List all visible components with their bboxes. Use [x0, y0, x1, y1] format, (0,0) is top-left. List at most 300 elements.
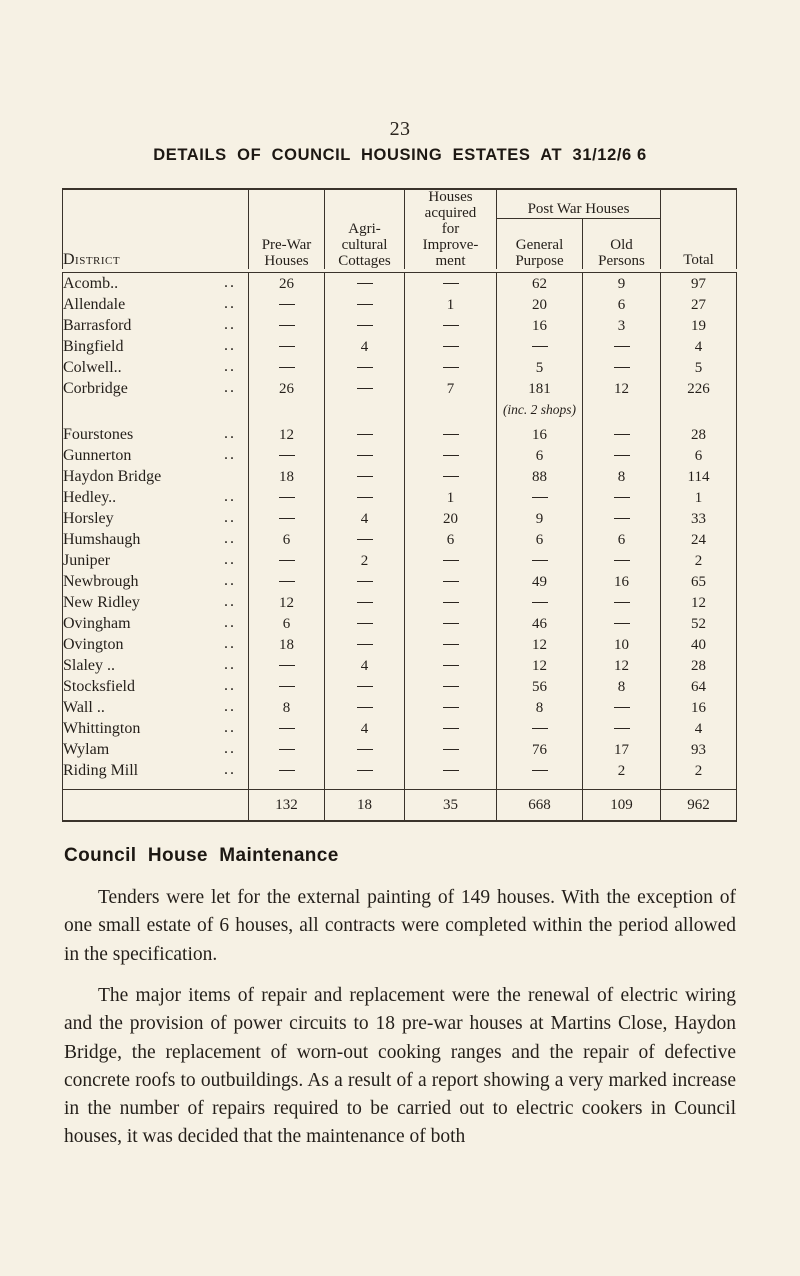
- empty-dash: [443, 623, 459, 624]
- empty-dash: [357, 581, 373, 582]
- cell-district: [63, 529, 249, 550]
- empty-dash: [614, 455, 630, 456]
- cell-old-persons: [583, 718, 661, 739]
- header-line: acquired: [424, 204, 477, 221]
- cell-pre-war: [249, 445, 325, 466]
- cell-acquired: [405, 571, 497, 592]
- cell-acquired: [405, 634, 497, 655]
- cell-agricultural: [325, 378, 405, 399]
- cell-district: [63, 466, 249, 487]
- empty-dash: [279, 518, 295, 519]
- empty-dash: [614, 518, 630, 519]
- cell-old-persons: 8: [583, 466, 661, 487]
- empty-dash: [357, 283, 373, 284]
- annotation-filler-cell: [661, 399, 737, 418]
- cell-old-persons: 2: [583, 760, 661, 781]
- cell-agricultural: 2: [325, 550, 405, 571]
- cell-district: [63, 315, 249, 336]
- cell-district: [63, 571, 249, 592]
- cell-old-persons: [583, 424, 661, 445]
- cell-acquired: [405, 445, 497, 466]
- dot-leader: ..: [224, 760, 236, 778]
- empty-dash: [357, 497, 373, 498]
- district-name: Juniper: [63, 551, 111, 569]
- page-number: 23: [389, 118, 411, 140]
- district-name: Allendale: [63, 295, 126, 313]
- cell-district: [63, 445, 249, 466]
- cell-total: 24: [661, 529, 737, 550]
- cell-agricultural: [325, 613, 405, 634]
- annotation-cell: [497, 399, 583, 418]
- cell-acquired: 1: [405, 487, 497, 508]
- cell-district: [63, 613, 249, 634]
- header-line: Pre-War: [261, 236, 312, 253]
- cell-total: 12: [661, 592, 737, 613]
- empty-dash: [279, 325, 295, 326]
- table-row: [63, 424, 737, 445]
- empty-dash: [279, 455, 295, 456]
- cell-old-persons: [583, 508, 661, 529]
- empty-dash: [532, 346, 548, 347]
- column-header-general-purpose: [497, 218, 583, 269]
- cell-total: 1: [661, 487, 737, 508]
- cell-agricultural: 4: [325, 508, 405, 529]
- empty-dash: [614, 560, 630, 561]
- empty-dash: [279, 560, 295, 561]
- cell-acquired: 7: [405, 378, 497, 399]
- cell-district: [63, 718, 249, 739]
- cell-agricultural: [325, 739, 405, 760]
- totals-separator-cell: [325, 781, 405, 790]
- cell-pre-war: 26: [249, 378, 325, 399]
- dot-leader: ..: [224, 424, 236, 442]
- district-name: Hedley..: [63, 488, 117, 506]
- empty-dash: [614, 623, 630, 624]
- dot-leader: ..: [224, 655, 236, 673]
- cell-pre-war: 6: [249, 613, 325, 634]
- cell-agricultural: [325, 315, 405, 336]
- table-row: [63, 571, 737, 592]
- cell-general-purpose: 62: [497, 273, 583, 295]
- cell-general-purpose: 5: [497, 357, 583, 378]
- cell-old-persons: [583, 445, 661, 466]
- empty-dash: [279, 581, 295, 582]
- table-row: [63, 739, 737, 760]
- housing-estates-table-wrap: [62, 188, 736, 822]
- empty-dash: [443, 644, 459, 645]
- cell-old-persons: [583, 613, 661, 634]
- cell-acquired: [405, 315, 497, 336]
- cell-pre-war: [249, 550, 325, 571]
- cell-district: [63, 424, 249, 445]
- cell-pre-war: 12: [249, 592, 325, 613]
- dot-leader: ..: [224, 445, 236, 463]
- header-row-group: [63, 189, 737, 218]
- cell-district: [63, 739, 249, 760]
- cell-agricultural: 4: [325, 718, 405, 739]
- cell-general-purpose: 6: [497, 529, 583, 550]
- empty-dash: [532, 770, 548, 771]
- cell-district: [63, 294, 249, 315]
- cell-general-purpose: 46: [497, 613, 583, 634]
- empty-dash: [443, 581, 459, 582]
- empty-dash: [357, 455, 373, 456]
- empty-dash: [614, 497, 630, 498]
- cell-pre-war: [249, 487, 325, 508]
- dot-leader: ..: [224, 315, 236, 333]
- empty-dash: [279, 367, 295, 368]
- header-line: Old: [610, 236, 633, 253]
- district-name: Colwell..: [63, 358, 122, 376]
- dot-leader: ..: [224, 529, 236, 547]
- cell-total: 28: [661, 655, 737, 676]
- district-name: Acomb..: [63, 274, 119, 292]
- totals-separator-cell: [583, 781, 661, 790]
- empty-dash: [357, 602, 373, 603]
- table-row: [63, 466, 737, 487]
- cell-old-persons: 10: [583, 634, 661, 655]
- cell-district: [63, 357, 249, 378]
- cell-total: 5: [661, 357, 737, 378]
- cell-old-persons: 3: [583, 315, 661, 336]
- header-line: General: [515, 236, 564, 253]
- table-row: [63, 445, 737, 466]
- cell-general-purpose: 12: [497, 634, 583, 655]
- cell-pre-war: [249, 336, 325, 357]
- cell-pre-war: 18: [249, 634, 325, 655]
- district-name: Horsley: [63, 509, 114, 527]
- maintenance-paragraph-2-wrap: [64, 982, 736, 1166]
- district-name: Corbridge: [63, 379, 128, 397]
- dot-leader: ..: [224, 739, 236, 757]
- district-name: Wall ..: [63, 698, 105, 716]
- column-header-agricultural-cottages: [325, 189, 405, 269]
- dot-leader: ..: [224, 294, 236, 312]
- empty-dash: [443, 367, 459, 368]
- district-name: Fourstones: [63, 425, 134, 443]
- cell-acquired: [405, 760, 497, 781]
- dot-leader: ..: [224, 613, 236, 631]
- empty-dash: [443, 283, 459, 284]
- empty-dash: [614, 602, 630, 603]
- empty-dash: [357, 644, 373, 645]
- cell-old-persons: 6: [583, 529, 661, 550]
- totals-agricultural: 18: [325, 790, 405, 822]
- table-row: [63, 529, 737, 550]
- column-header-houses-acquired-for-improvement: [405, 189, 497, 269]
- column-header-total: Total: [661, 189, 737, 269]
- cell-total: 64: [661, 676, 737, 697]
- cell-old-persons: 6: [583, 294, 661, 315]
- cell-district: [63, 655, 249, 676]
- empty-dash: [279, 497, 295, 498]
- maintenance-paragraph-2: The major items of repair and replacement were the renewal of electric wiring and the provision of power circuits to 18 pre-war houses at Martins Close, Haydon Bridge, the replacement of worn-out cooking ranges and the repair of defective concrete roofs to outbuildings. As a result of a report showing a very marked increase in the number of repairs required to be carried out to electric cookers in Council houses, it was decided that the maintenance of both: [64, 985, 736, 1148]
- district-name: Gunnerton: [63, 446, 132, 464]
- empty-dash: [443, 346, 459, 347]
- cell-agricultural: [325, 760, 405, 781]
- table-foot: [63, 781, 737, 821]
- dot-leader: ..: [224, 487, 236, 505]
- empty-dash: [357, 707, 373, 708]
- cell-agricultural: [325, 294, 405, 315]
- cell-general-purpose: 181: [497, 378, 583, 399]
- dot-leader: ..: [224, 571, 236, 589]
- cell-pre-war: [249, 760, 325, 781]
- cell-pre-war: 8: [249, 697, 325, 718]
- cell-old-persons: 12: [583, 378, 661, 399]
- cell-district: [63, 550, 249, 571]
- annotation-filler-cell: [405, 399, 497, 418]
- cell-agricultural: [325, 424, 405, 445]
- header-line: Houses: [264, 252, 309, 269]
- table-head: [63, 189, 737, 273]
- header-line: Houses: [428, 189, 473, 205]
- header-line: Agri-: [348, 220, 381, 237]
- totals-acquired: 35: [405, 790, 497, 822]
- table-row: [63, 718, 737, 739]
- empty-dash: [279, 304, 295, 305]
- cell-agricultural: [325, 357, 405, 378]
- table-row: [63, 487, 737, 508]
- table-row: [63, 508, 737, 529]
- cell-district: [63, 378, 249, 399]
- table-row: [63, 592, 737, 613]
- totals-row: [63, 790, 737, 822]
- cell-district: [63, 508, 249, 529]
- empty-dash: [614, 346, 630, 347]
- empty-dash: [357, 304, 373, 305]
- cell-agricultural: 4: [325, 655, 405, 676]
- annotation-inc-2-shops: (inc. 2 shops): [502, 402, 577, 418]
- empty-dash: [357, 476, 373, 477]
- header-line: for: [441, 220, 460, 237]
- empty-dash: [443, 455, 459, 456]
- header-line: Improve-: [422, 236, 479, 253]
- section-heading-council-house-maintenance: Council House Maintenance: [64, 845, 339, 866]
- cell-acquired: [405, 697, 497, 718]
- totals-separator-cell: [249, 781, 325, 790]
- table-row: [63, 676, 737, 697]
- table-row: [63, 613, 737, 634]
- totals-general-purpose: 668: [497, 790, 583, 822]
- annotation-filler-cell: [249, 399, 325, 418]
- table-row: [63, 760, 737, 781]
- cell-acquired: [405, 336, 497, 357]
- annotation-filler-cell: [63, 399, 249, 418]
- district-name: Haydon Bridge: [63, 467, 162, 485]
- cell-total: 28: [661, 424, 737, 445]
- header-line: ment: [435, 252, 466, 269]
- maintenance-paragraph-1: Tenders were let for the external painting of 149 houses. With the exception of one small estate of 6 houses, all contracts were completed within the period allowed in the specification.: [64, 887, 736, 965]
- cell-old-persons: 8: [583, 676, 661, 697]
- cell-general-purpose: 16: [497, 315, 583, 336]
- cell-acquired: [405, 676, 497, 697]
- page-title: DETAILS OF COUNCIL HOUSING ESTATES AT 31/12/6 6: [153, 146, 647, 164]
- empty-dash: [279, 665, 295, 666]
- district-name: Barrasford: [63, 316, 132, 334]
- empty-dash: [279, 749, 295, 750]
- empty-dash: [614, 434, 630, 435]
- cell-acquired: [405, 357, 497, 378]
- cell-total: 52: [661, 613, 737, 634]
- cell-pre-war: [249, 357, 325, 378]
- empty-dash: [357, 749, 373, 750]
- cell-total: 65: [661, 571, 737, 592]
- cell-total: 16: [661, 697, 737, 718]
- totals-separator-row: [63, 781, 737, 790]
- empty-dash: [357, 623, 373, 624]
- cell-total: 97: [661, 273, 737, 295]
- empty-dash: [357, 686, 373, 687]
- cell-pre-war: [249, 718, 325, 739]
- cell-total: 114: [661, 466, 737, 487]
- empty-dash: [279, 686, 295, 687]
- empty-dash: [279, 728, 295, 729]
- table-row: [63, 634, 737, 655]
- empty-dash: [614, 367, 630, 368]
- dot-leader: ..: [224, 697, 236, 715]
- empty-dash: [357, 434, 373, 435]
- cell-total: 226: [661, 378, 737, 399]
- empty-dash: [443, 476, 459, 477]
- district-name: Stocksfield: [63, 677, 135, 695]
- cell-general-purpose: 6: [497, 445, 583, 466]
- district-name: Newbrough: [63, 572, 139, 590]
- table-row: [63, 357, 737, 378]
- annotation-filler-cell: [325, 399, 405, 418]
- cell-old-persons: 12: [583, 655, 661, 676]
- header-line: Cottages: [338, 252, 391, 269]
- cell-old-persons: [583, 550, 661, 571]
- dot-leader: ..: [224, 378, 236, 396]
- cell-pre-war: [249, 739, 325, 760]
- empty-dash: [532, 728, 548, 729]
- cell-acquired: [405, 739, 497, 760]
- totals-district: [63, 790, 249, 822]
- cell-agricultural: [325, 466, 405, 487]
- cell-old-persons: [583, 697, 661, 718]
- maintenance-paragraph-1-wrap: [64, 884, 736, 983]
- cell-general-purpose: 56: [497, 676, 583, 697]
- cell-agricultural: [325, 529, 405, 550]
- totals-separator-cell: [497, 781, 583, 790]
- cell-agricultural: [325, 676, 405, 697]
- cell-acquired: 6: [405, 529, 497, 550]
- empty-dash: [443, 770, 459, 771]
- district-name: New Ridley: [63, 593, 140, 611]
- cell-total: 4: [661, 718, 737, 739]
- cell-agricultural: [325, 273, 405, 295]
- district-name: Bingfield: [63, 337, 124, 355]
- cell-old-persons: [583, 592, 661, 613]
- district-name: Riding Mill: [63, 761, 139, 779]
- cell-old-persons: [583, 487, 661, 508]
- cell-total: 19: [661, 315, 737, 336]
- empty-dash: [357, 539, 373, 540]
- cell-acquired: [405, 718, 497, 739]
- cell-agricultural: [325, 571, 405, 592]
- empty-dash: [279, 770, 295, 771]
- cell-general-purpose: [497, 718, 583, 739]
- cell-pre-war: [249, 294, 325, 315]
- cell-total: 33: [661, 508, 737, 529]
- cell-general-purpose: [497, 487, 583, 508]
- cell-district: [63, 760, 249, 781]
- empty-dash: [357, 770, 373, 771]
- district-name: Whittington: [63, 719, 141, 737]
- cell-total: 4: [661, 336, 737, 357]
- cell-acquired: [405, 655, 497, 676]
- cell-pre-war: 6: [249, 529, 325, 550]
- cell-total: 93: [661, 739, 737, 760]
- annotation-row: [63, 399, 737, 418]
- empty-dash: [443, 434, 459, 435]
- cell-total: 27: [661, 294, 737, 315]
- cell-old-persons: 17: [583, 739, 661, 760]
- column-header-old-persons: [583, 218, 661, 269]
- empty-dash: [443, 728, 459, 729]
- empty-dash: [443, 325, 459, 326]
- empty-dash: [443, 707, 459, 708]
- dot-leader: ..: [224, 508, 236, 526]
- empty-dash: [443, 665, 459, 666]
- table-row: [63, 550, 737, 571]
- totals-separator-cell: [661, 781, 737, 790]
- cell-agricultural: [325, 592, 405, 613]
- cell-general-purpose: 16: [497, 424, 583, 445]
- cell-general-purpose: 8: [497, 697, 583, 718]
- cell-general-purpose: [497, 336, 583, 357]
- cell-acquired: [405, 550, 497, 571]
- empty-dash: [357, 367, 373, 368]
- cell-general-purpose: 76: [497, 739, 583, 760]
- cell-old-persons: [583, 336, 661, 357]
- cell-general-purpose: [497, 550, 583, 571]
- cell-pre-war: [249, 508, 325, 529]
- header-line: Persons: [598, 252, 645, 269]
- column-header-pre-war-houses: [249, 189, 325, 269]
- cell-total: 2: [661, 550, 737, 571]
- cell-pre-war: [249, 655, 325, 676]
- cell-general-purpose: 49: [497, 571, 583, 592]
- empty-dash: [532, 497, 548, 498]
- cell-total: 6: [661, 445, 737, 466]
- header-line: Purpose: [515, 252, 564, 269]
- table-body: [63, 273, 737, 782]
- cell-agricultural: [325, 634, 405, 655]
- empty-dash: [443, 749, 459, 750]
- cell-pre-war: [249, 571, 325, 592]
- dot-leader: ..: [224, 273, 236, 291]
- cell-old-persons: [583, 357, 661, 378]
- cell-general-purpose: 12: [497, 655, 583, 676]
- cell-agricultural: [325, 445, 405, 466]
- dot-leader: ..: [224, 357, 236, 375]
- empty-dash: [357, 388, 373, 389]
- cell-acquired: [405, 592, 497, 613]
- housing-estates-table: [62, 188, 737, 822]
- empty-dash: [614, 728, 630, 729]
- cell-acquired: 20: [405, 508, 497, 529]
- table-row: [63, 273, 737, 295]
- cell-general-purpose: [497, 592, 583, 613]
- empty-dash: [443, 602, 459, 603]
- totals-separator-cell: [405, 781, 497, 790]
- cell-pre-war: 18: [249, 466, 325, 487]
- cell-old-persons: 9: [583, 273, 661, 295]
- cell-pre-war: [249, 676, 325, 697]
- cell-district: [63, 487, 249, 508]
